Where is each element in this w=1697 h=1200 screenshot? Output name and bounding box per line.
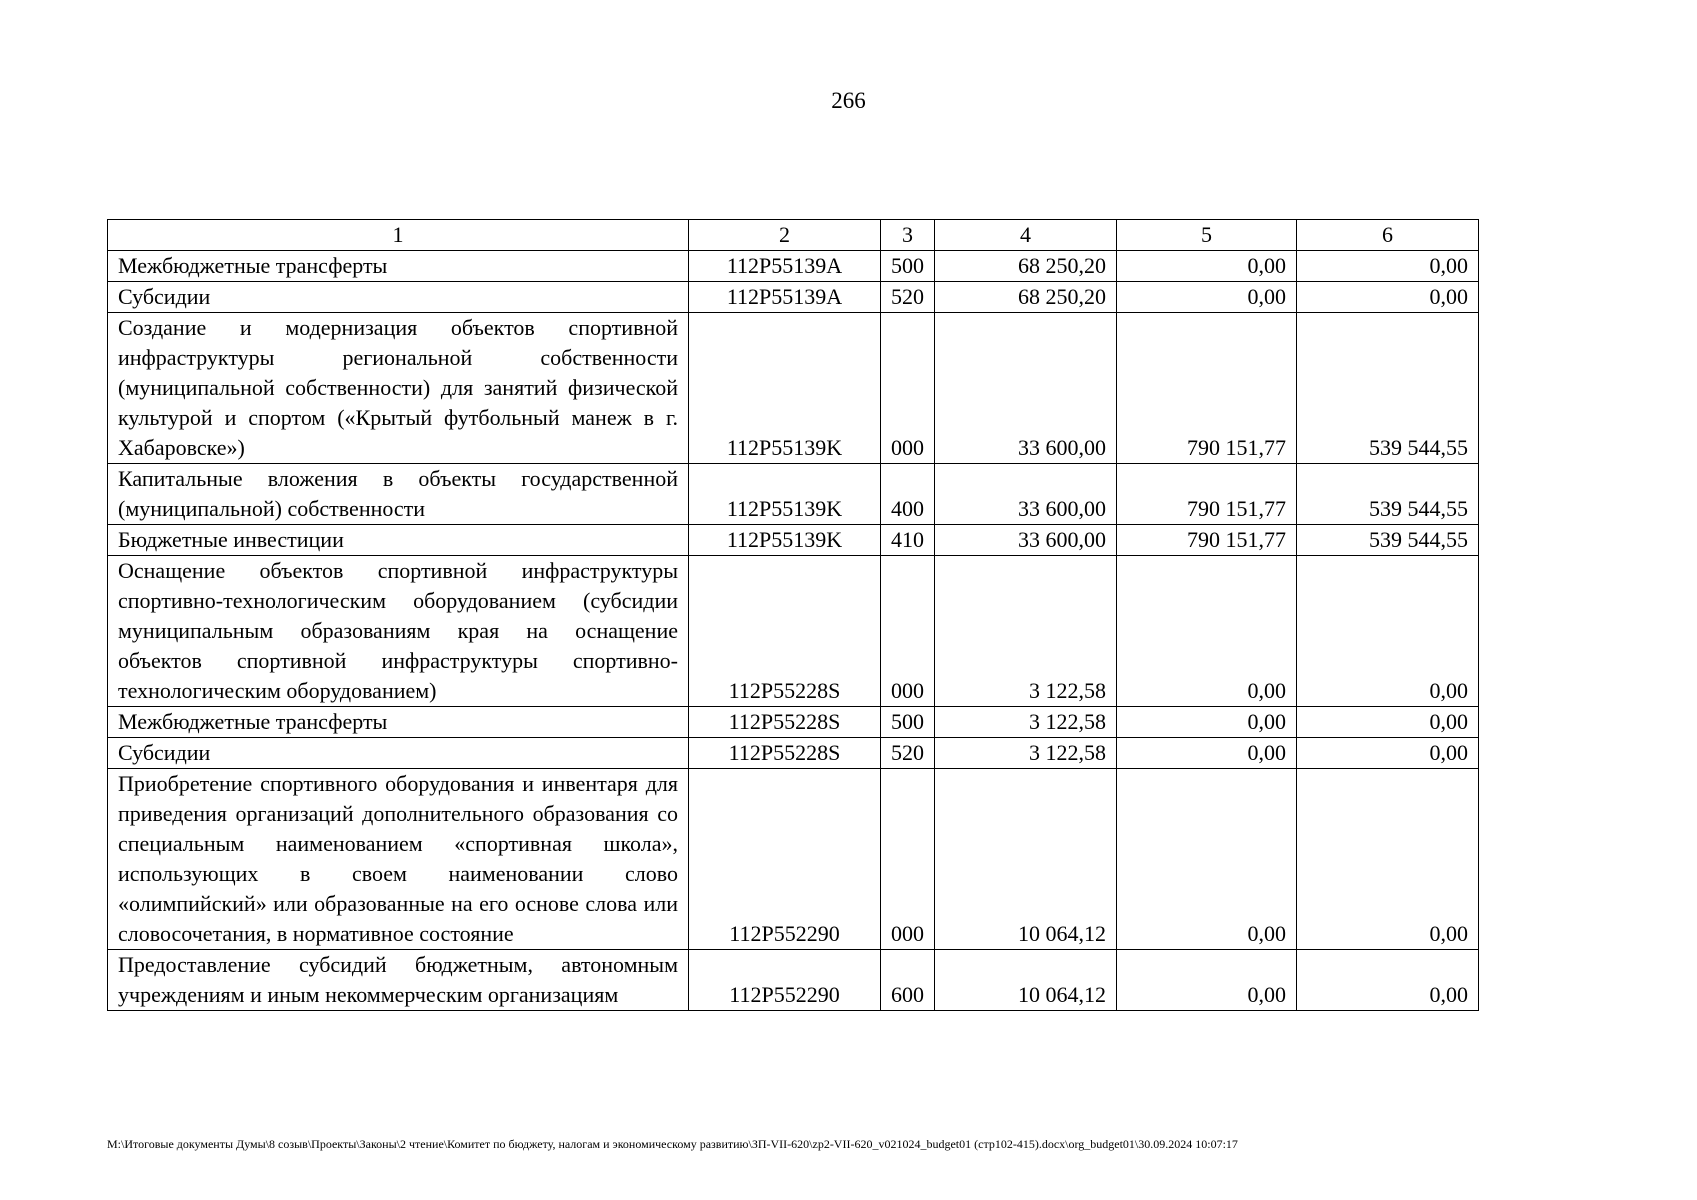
row-value-col6: 539 544,55 [1297, 464, 1479, 525]
row-code-cell: 112P55228S [689, 707, 881, 738]
row-code-cell: 112P55139K [689, 525, 881, 556]
row-value-col5: 790 151,77 [1117, 313, 1297, 464]
row-expense-type-cell: 500 [881, 707, 935, 738]
row-name-cell: Капитальные вложения в объекты государственной (муниципальной) собственности [108, 464, 689, 525]
row-value-col6: 0,00 [1297, 556, 1479, 707]
row-code-cell: 112P552290 [689, 769, 881, 950]
column-header: 3 [881, 220, 935, 251]
row-code-cell: 112P55139K [689, 313, 881, 464]
row-value-col6: 539 544,55 [1297, 313, 1479, 464]
row-value-col6: 0,00 [1297, 707, 1479, 738]
row-code-cell: 112P55139K [689, 464, 881, 525]
row-value-col4: 10 064,12 [935, 769, 1117, 950]
row-expense-type-cell: 400 [881, 464, 935, 525]
row-value-col4: 68 250,20 [935, 282, 1117, 313]
table-row [108, 556, 1479, 707]
row-name-cell: Субсидии [108, 282, 689, 313]
budget-table [107, 219, 1479, 1011]
row-value-col5: 0,00 [1117, 282, 1297, 313]
row-value-col5: 0,00 [1117, 950, 1297, 1011]
table-row [108, 282, 1479, 313]
table-header-row [108, 220, 1479, 251]
row-name-cell: Межбюджетные трансферты [108, 251, 689, 282]
row-expense-type-cell: 600 [881, 950, 935, 1011]
row-value-col5: 790 151,77 [1117, 525, 1297, 556]
row-value-col4: 33 600,00 [935, 525, 1117, 556]
table-row [108, 525, 1479, 556]
row-name-cell: Межбюджетные трансферты [108, 707, 689, 738]
row-value-col6: 0,00 [1297, 769, 1479, 950]
column-header: 1 [108, 220, 689, 251]
row-value-col4: 33 600,00 [935, 464, 1117, 525]
row-code-cell: 112P55139A [689, 251, 881, 282]
row-code-cell: 112P552290 [689, 950, 881, 1011]
page-number: 266 [831, 88, 866, 113]
row-name-cell: Предоставление субсидий бюджетным, автономным учреждениям и иным некоммерческим организациям [108, 950, 689, 1011]
row-value-col4: 68 250,20 [935, 251, 1117, 282]
row-value-col4: 3 122,58 [935, 707, 1117, 738]
row-value-col4: 10 064,12 [935, 950, 1117, 1011]
row-value-col4: 33 600,00 [935, 313, 1117, 464]
column-header: 4 [935, 220, 1117, 251]
row-name-cell: Создание и модернизация объектов спортивной инфраструктуры региональной собственности (муниципальной собственности) для занятий физической культурой и спортом («Крытый футбольный манеж в г. Хабаровске») [108, 313, 689, 464]
file-path-footer: M:\Итоговые документы Думы\8 созыв\Проекты\Законы\2 чтение\Комитет по бюджету, налогам и экономическому развитию\ЗП-VII-620\zp2-VII-620_v021024_budget01 (стр102-415).docx\org_budget01\30.09.2024 10:07:17 [107, 1137, 1238, 1151]
row-value-col6: 0,00 [1297, 950, 1479, 1011]
row-name-cell: Приобретение спортивного оборудования и инвентаря для приведения организаций дополнительного образования со специальным наименованием «спортивная школа», использующих в своем наименовании слово «олимпийский» или образованные на его основе слова или словосочетания, в нормативное состояние [108, 769, 689, 950]
row-expense-type-cell: 500 [881, 251, 935, 282]
row-value-col5: 0,00 [1117, 707, 1297, 738]
column-header: 2 [689, 220, 881, 251]
row-value-col4: 3 122,58 [935, 556, 1117, 707]
row-expense-type-cell: 520 [881, 282, 935, 313]
row-value-col5: 0,00 [1117, 556, 1297, 707]
row-code-cell: 112P55139A [689, 282, 881, 313]
column-header: 6 [1297, 220, 1479, 251]
row-expense-type-cell: 000 [881, 769, 935, 950]
row-name-cell: Субсидии [108, 738, 689, 769]
table-row [108, 950, 1479, 1011]
table-row [108, 464, 1479, 525]
row-name-cell: Бюджетные инвестиции [108, 525, 689, 556]
row-code-cell: 112P55228S [689, 738, 881, 769]
table-row [108, 313, 1479, 464]
row-value-col6: 0,00 [1297, 282, 1479, 313]
table-row [108, 769, 1479, 950]
table-row [108, 707, 1479, 738]
row-expense-type-cell: 520 [881, 738, 935, 769]
table-row [108, 251, 1479, 282]
row-value-col5: 790 151,77 [1117, 464, 1297, 525]
row-value-col5: 0,00 [1117, 769, 1297, 950]
row-name-cell: Оснащение объектов спортивной инфраструктуры спортивно-технологическим оборудованием (субсидии муниципальным образованиям края на оснащение объектов спортивной инфраструктуры спортивно-технологическим оборудованием) [108, 556, 689, 707]
column-header: 5 [1117, 220, 1297, 251]
row-value-col5: 0,00 [1117, 738, 1297, 769]
row-expense-type-cell: 000 [881, 556, 935, 707]
row-value-col5: 0,00 [1117, 251, 1297, 282]
table-row [108, 738, 1479, 769]
row-expense-type-cell: 000 [881, 313, 935, 464]
row-code-cell: 112P55228S [689, 556, 881, 707]
row-value-col4: 3 122,58 [935, 738, 1117, 769]
row-value-col6: 0,00 [1297, 251, 1479, 282]
row-value-col6: 539 544,55 [1297, 525, 1479, 556]
row-value-col6: 0,00 [1297, 738, 1479, 769]
row-expense-type-cell: 410 [881, 525, 935, 556]
